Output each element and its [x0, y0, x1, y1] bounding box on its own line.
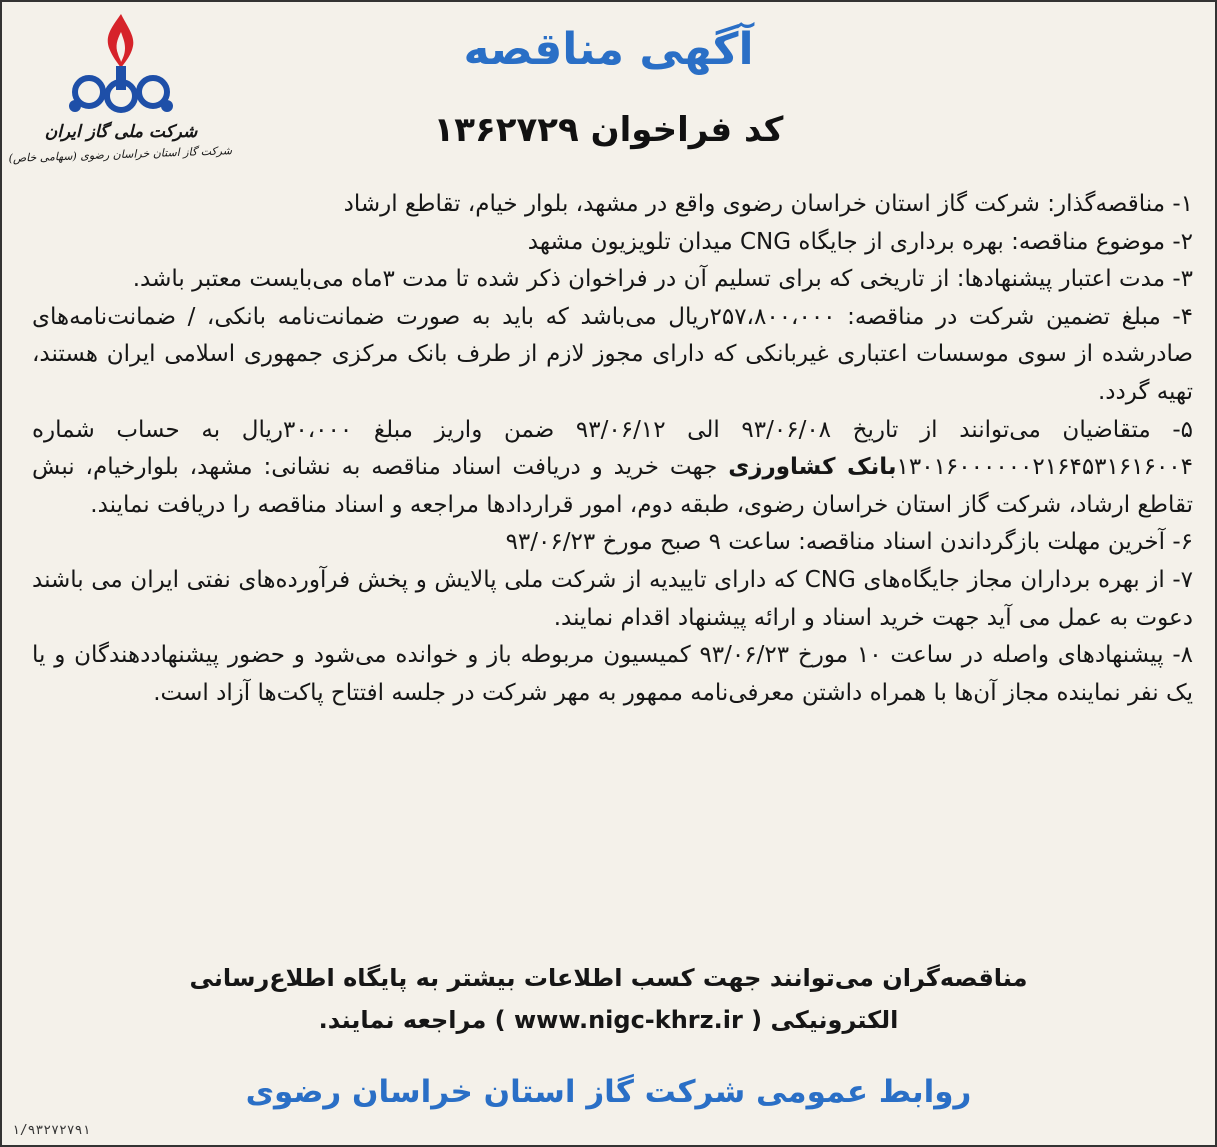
notice-code: کد فراخوان ۱۳۶۲۷۲۹	[433, 110, 784, 150]
print-code: ۱/۹۳۲۷۲۷۹۱	[12, 1123, 91, 1138]
logo-company-name: شرکت ملی گاز ایران	[44, 122, 198, 142]
public-relations-signature: روابط عمومی شرکت گاز استان خراسان رضوی	[245, 1074, 972, 1110]
notice-item-4: ۴- مبلغ تضمین شرکت در مناقصه: ۲۵۷،۸۰۰،۰۰۰ریال می‌باشد که باید به صورت ضمانت‌نامه بانکی، / ضمانت‌نامه‌های صادرشده از سوی موسسات اعتباری غیربانکی که دارای مجوز لازم از طرف بانک مرکزی جمهوری اسلامی ایران هستند، تهیه گردد.	[32, 303, 1193, 405]
company-logo	[10, 10, 232, 200]
nigc-flame-logo-icon	[61, 10, 181, 120]
notice-item-5-part-a: ۵- متقاضیان می‌توانند از تاریخ ۹۳/۰۶/۰۸ الی ۹۳/۰۶/۱۲ ضمن واریز مبلغ ۳۰،۰۰۰ریال به حساب شماره ۱۳۰۱۶۰۰۰۰۰۰۲۱۶۴۵۳۱۶۱۶۰۰۴	[32, 416, 1193, 481]
notice-item-5-part-b: جهت خرید و دریافت اسناد مناقصه به نشانی: مشهد، بلوارخیام، نبش تقاطع ارشاد، شرکت گاز استان خراسان رضوی، طبقه دوم، امور قراردادها مراجعه و اسناد مناقصه را دریافت نمایند.	[32, 454, 1193, 518]
notice-body	[32, 186, 1193, 712]
notice-item-8: ۸- پیشنهادهای واصله در ساعت ۱۰ مورخ ۹۳/۰۶/۲۳ کمیسیون مربوطه باز و خوانده می‌شود و حضور پیشنهاددهندگان و یا یک نفر نماینده مجاز آن‌ها با همراه داشتن معرفی‌نامه ممهور به مهر شرکت در جلسه افتتاح پاکت‌ها آزاد است.	[32, 642, 1193, 706]
notice-title: آگهی مناقصه	[463, 24, 754, 75]
bank-name: بانک کشاورزی	[728, 454, 897, 481]
logo-company-subname: شرکت گاز استان خراسان رضوی (سهامی خاص)	[8, 144, 233, 165]
notice-item-2: ۲- موضوع مناقصه: بهره برداری از جایگاه CNG میدان تلویزیون مشهد	[527, 228, 1193, 255]
notice-item-1: ۱- مناقصه‌گذار: شرکت گاز استان خراسان رضوی واقع در مشهد، بلوار خیام، تقاطع ارشاد	[343, 191, 1193, 217]
notice-item-7: ۷- از بهره برداران مجاز جایگاه‌های CNG که دارای تاییدیه از شرکت ملی پالایش و پخش فرآورده‌های نفتی ایران می باشند دعوت به عمل می آید جهت خرید اسناد و ارائه پیشنهاد اقدام نمایند.	[32, 566, 1193, 631]
notice-item-6: ۶- آخرین مهلت بازگرداندن اسناد مناقصه: ساعت ۹ صبح مورخ ۹۳/۰۶/۲۳	[505, 529, 1193, 556]
notice-item-5	[32, 412, 1193, 525]
notice-item-3: ۳- مدت اعتبار پیشنهادها: از تاریخی که برای تسلیم آن در فراخوان ذکر شده تا مدت ۳ماه می‌بایست معتبر باشد.	[132, 266, 1193, 293]
website-note: مناقصه‌گران می‌توانند جهت کسب اطلاعات بیشتر به پایگاه اطلاع‌رسانی الکترونیکی ( www.nigc-khrz.ir ) مراجعه نمایند.	[189, 964, 1028, 1034]
